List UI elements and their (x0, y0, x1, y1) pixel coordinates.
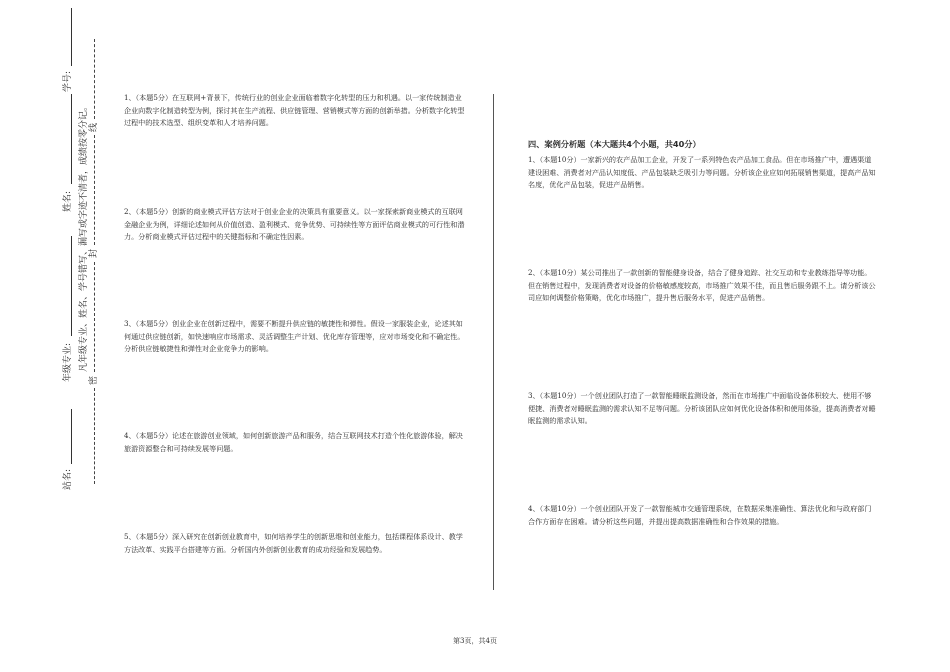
seal-line-seg-2 (94, 262, 95, 372)
column-divider (493, 94, 494, 590)
seal-line-row (86, 0, 102, 672)
case-question-2: 2、（本题10分）某公司推出了一款创新的智能健身设备，结合了健身追踪、社交互动和专业教练指导等功能。但在销售过程中，发现消费者对设备的价格敏感度较高，市场推广效果不佳，而且售后服务跟不上。请分析该公司应如何调整价格策略，优化市场推广，提升售后服务水平，促进产品销售。 (528, 268, 876, 302)
section-title: 四、案例分析题（本大题共4个小题，共40分） (528, 139, 701, 149)
question-4: 4、（本题5分）论述在旅游创业领域，如何创新旅游产品和服务，结合互联网技术打造个性化旅游体验，解决旅游资源整合和可持续发展等问题。 (124, 431, 463, 453)
grade-major-label: 年级专业: (63, 342, 73, 382)
case-question-1: 1、（本题10分）一家新兴的农产品加工企业，开发了一系列特色农产品加工食品。但在市场推广中，遭遇渠道建设困难、消费者对产品认知度低、产品包装缺乏吸引力等问题。分析该企业应如何拓展销售渠道，提高产品知名度，优化产品包装，促进产品销售。 (528, 155, 876, 189)
question-2: 2、（本题5分）创新的商业模式评估方法对于创业企业的决策具有重要意义。以一家探索新商业模式的互联网金融企业为例，详细论述如何从价值创造、盈利模式、竞争优势、可持续性等方面评估商业模式的可行性和潜力。分析商业模式评估过程中的关键指标和不确定性因素。 (124, 207, 465, 241)
question-1: 1、（本题5分）在互联网+背景下，传统行业的创业企业面临着数字化转型的压力和机遇。以一家传统制造业企业向数字化制造转型为例，探讨其在生产流程、供应链管理、营销模式等方面的创新举措。分析数字化转型过程中的技术选型、组织变革和人才培养问题。 (124, 93, 465, 127)
seal-line-seg-4 (94, 39, 95, 119)
school-label: 站名: (63, 468, 73, 490)
binding-rotated (0, 0, 110, 672)
name-blank-line (71, 94, 72, 184)
case-question-3: 3、（本题10分）一个创业团队打造了一款智能睡眠监测设备，然而在市场推广中面临设备体积较大、使用不够便捷、消费者对睡眠监测的需求认知不足等问题。分析该团队应如何优化设备体积和使用体验，提高消费者对睡眠监测的需求认知。 (528, 391, 876, 425)
binding-label-row (60, 0, 76, 672)
binding-strip (0, 0, 110, 672)
page-footer: 第3页，共4页 (453, 637, 497, 645)
student-id-blank-line (71, 8, 72, 66)
seal-line-seg-3 (94, 135, 95, 245)
name-label: 姓名: (63, 190, 73, 212)
seal-xian: 线 (89, 122, 99, 132)
case-question-4: 4、（本题10分）一个创业团队开发了一款智能城市交通管理系统，在数据采集准确性、算法优化和与政府部门合作方面存在困难。请分析这些问题，并提出提高数据准确性和合作效果的措施。 (528, 504, 872, 526)
seal-feng: 封 (89, 248, 99, 258)
grade-major-blank-line (71, 236, 72, 336)
student-id-label: 学号: (63, 70, 73, 92)
seal-line-seg-1 (94, 388, 95, 484)
seal-mi: 密 (89, 375, 99, 385)
question-3: 3、（本题5分）创业企业在创新过程中，需要不断提升供应链的敏捷性和弹性。假设一家服装企业，论述其如何通过供应链创新，如快速响应市场需求、灵活调整生产计划、优化库存管理等，应对市场变化和不确定性。分析供应链敏捷性和弹性对企业竞争力的影响。 (124, 319, 465, 353)
question-5: 5、（本题5分）深入研究在创新创业教育中，如何培养学生的创新思维和创业能力，包括课程体系设计、教学方法改革、实践平台搭建等方面。分析国内外创新创业教育的成功经验和发展趋势。 (124, 532, 463, 554)
school-blank-line (71, 409, 72, 464)
binding-notice: 凡年级专业、姓名、学号错写、漏写或字迹不清者，成绩按零分记。 (79, 101, 89, 372)
